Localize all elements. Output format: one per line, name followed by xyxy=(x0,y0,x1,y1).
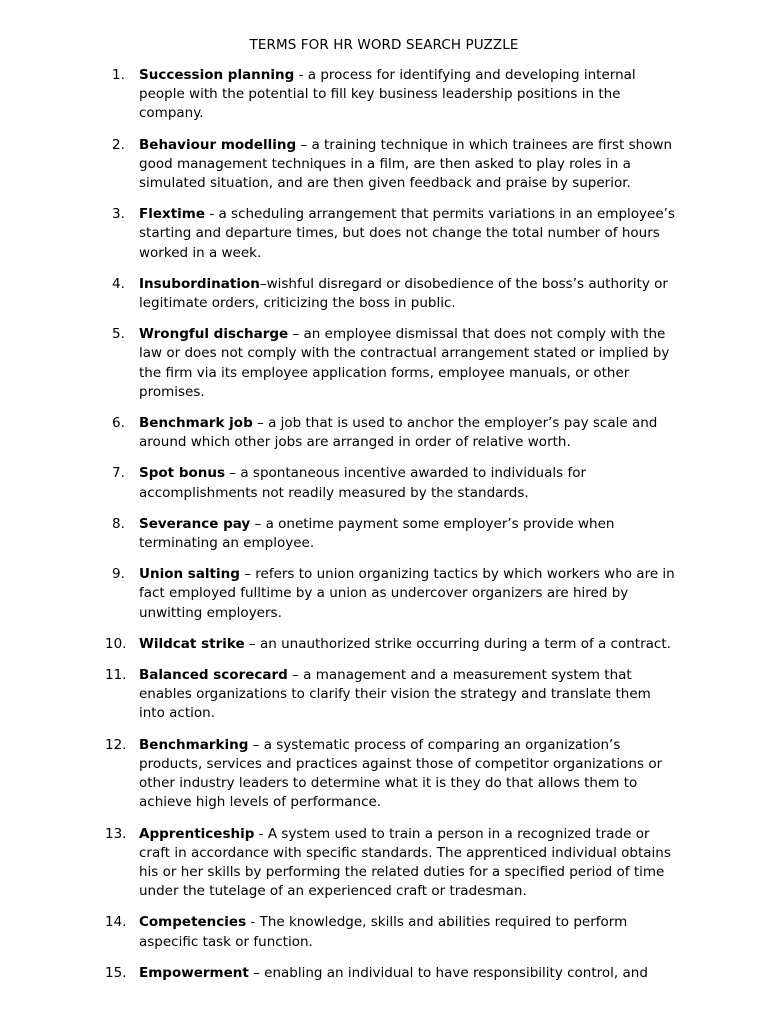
item-number: 8. xyxy=(112,515,125,532)
term-name: Flextime xyxy=(139,206,206,223)
term-definition: – an employee dismissal that does not comply with the law or does not comply with the contractual arrangement stated or implied by the firm via its employee application forms, employee manuals, or other promises. xyxy=(139,326,670,400)
list-item xyxy=(112,325,678,402)
item-number: 12. xyxy=(105,736,127,753)
term-name: Spot bonus xyxy=(139,465,226,482)
term-name: Severance pay xyxy=(139,515,251,532)
term-name: Balanced scorecard xyxy=(139,667,288,684)
list-item xyxy=(112,136,678,194)
list-item xyxy=(112,275,678,313)
term-name: Competencies xyxy=(139,914,247,931)
list-item xyxy=(112,66,678,124)
item-number: 15. xyxy=(105,964,127,981)
term-definition: – refers to union organizing tactics by which workers who are in fact employed fulltime by a union as undercover organizers are hired by unwitting employers. xyxy=(139,566,675,621)
item-number: 6. xyxy=(112,415,125,432)
term-name: Empowerment xyxy=(139,964,249,981)
list-item xyxy=(112,565,678,623)
term-definition: –wishful disregard or disobedience of the boss’s authority or legitimate orders, criticizing the boss in public. xyxy=(139,275,668,312)
term-name: Succession planning xyxy=(139,67,295,83)
term-list xyxy=(105,66,678,995)
list-item xyxy=(112,464,678,502)
list-item xyxy=(112,515,678,553)
term-definition: – a management and a measurement system that enables organizations to clarify their vision the strategy and translate them into action. xyxy=(139,667,651,722)
item-number: 7. xyxy=(112,465,125,482)
item-number: 3. xyxy=(112,206,125,223)
item-number: 9. xyxy=(112,566,125,583)
term-name: Behaviour modelling xyxy=(139,136,297,153)
list-item xyxy=(105,825,678,902)
item-number: 5. xyxy=(112,326,125,343)
term-name: Insubordination xyxy=(139,275,260,292)
item-number: 4. xyxy=(112,275,125,292)
document-title: TERMS FOR HR WORD SEARCH PUZZLE xyxy=(249,37,519,53)
term-definition: - The knowledge, skills and abilities required to perform aspecific task or function. xyxy=(139,914,628,950)
list-item xyxy=(112,205,678,263)
item-number: 11. xyxy=(105,667,127,684)
term-definition: - a process for identifying and developing internal people with the potential to fill key business leadership positions in the company. xyxy=(139,67,636,122)
term-name: Apprenticeship xyxy=(139,825,255,842)
list-item xyxy=(105,635,678,654)
item-number: 14. xyxy=(105,914,127,931)
item-number: 2. xyxy=(112,136,125,153)
item-number: 10. xyxy=(105,635,127,652)
term-definition: – an unauthorized strike occurring during a term of a contract. xyxy=(244,635,671,652)
term-definition: - a scheduling arrangement that permits variations in an employee’s starting and departure times, but does not change the total number of hours worked in a week. xyxy=(139,206,675,261)
list-item xyxy=(105,666,678,724)
list-item xyxy=(105,736,678,813)
item-number: 13. xyxy=(105,825,127,842)
term-definition: – enabling an individual to have responsibility control, and xyxy=(248,964,648,981)
term-name: Wrongful discharge xyxy=(139,326,289,343)
item-number: 1. xyxy=(112,67,125,83)
list-item xyxy=(105,913,678,951)
list-item xyxy=(112,414,678,452)
term-name: Wildcat strike xyxy=(139,635,245,652)
term-name: Union salting xyxy=(139,566,240,583)
term-definition: – a spontaneous incentive awarded to individuals for accomplishments not readily measured by the standards. xyxy=(139,465,587,501)
term-name: Benchmarking xyxy=(139,736,249,753)
term-definition: - A system used to train a person in a recognized trade or craft in accordance with specific standards. The apprenticed individual obtains his or her skills by performing the related duties for a specified period of time under the tutelage of an experienced craft or tradesman. xyxy=(139,825,671,900)
list-item xyxy=(105,964,678,983)
term-definition: – a onetime payment some employer’s provide when terminating an employee. xyxy=(139,515,615,552)
term-name: Benchmark job xyxy=(139,415,253,432)
term-definition: – a job that is used to anchor the employer’s pay scale and around which other jobs are arranged in order of relative worth. xyxy=(139,415,658,451)
term-definition: – a systematic process of comparing an organization’s products, services and practices against those of competitor organizations or other industry leaders to determine what it is they do that allows them to achieve high levels of performance. xyxy=(139,736,663,811)
term-definition: – a training technique in which trainees are first shown good management techniques in a film, are then asked to play roles in a simulated situation, and are then given feedback and praise by superior. xyxy=(139,136,673,192)
